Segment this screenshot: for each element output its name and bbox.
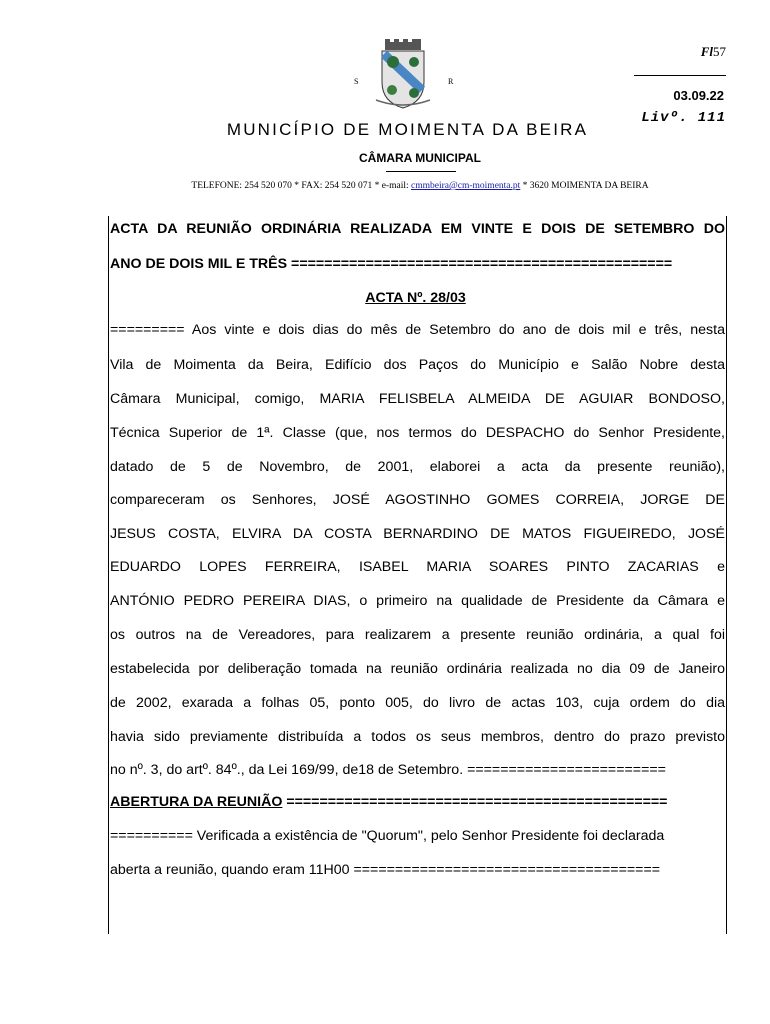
body-line-9: ANTÓNIO PEDRO PEREIRA DIAS, o primeiro na qualidade de Presidente da Câmara e [110,593,725,609]
municipality-title: MUNICÍPIO DE MOIMENTA DA BEIRA [226,120,589,139]
section-heading-row [110,793,725,811]
body-line-7: JESUS COSTA, ELVIRA DA COSTA BERNARDINO DE MATOS FIGUEIREDO, JOSÉ [110,526,725,542]
council-title-underline [386,171,456,172]
body-line-10: os outros na de Vereadores, para realizarem a presente reunião ordinária, a qual foi [110,627,725,643]
crest-letter-left: S [354,77,359,86]
right-margin-line [726,216,727,934]
body-line-14: no nº. 3, do artº. 84º., da Lei 169/99, de18 de Setembro. ======================== [110,762,666,778]
acta-number-heading: ACTA Nº. 28/03 [365,290,466,306]
email-link[interactable]: cmmbeira@cm-moimenta.pt [411,181,521,191]
document-date: 03.09.22 [673,88,724,103]
body-line-2: Vila de Moimenta da Beira, Edifício dos Paços do Município e Salão Nobre desta [110,357,725,373]
council-title: CÂMARA MUNICIPAL [359,151,481,165]
body-line-12: de 2002, exarada a folhas 05, ponto 005, do livro de actas 103, cuja ordem do dia [110,695,725,711]
contacts-phone-fax: TELEFONE: 254 520 070 * FAX: 254 520 071 * e-mail: [191,181,412,191]
body-line-6: compareceram os Senhores, JOSÉ AGOSTINHO GOMES CORREIA, JORGE DE [110,492,725,508]
body-line-13: havia sido previamente distribuída a todos os seus membros, dentro do prazo previsto [110,729,725,745]
body-line-8: EDUARDO LOPES FERREIRA, ISABEL MARIA SOARES PINTO ZACARIAS e [110,559,725,575]
body-line-11: estabelecida por deliberação tomada na reunião ordinária realizada no dia 09 de Janeiro [110,661,725,677]
book-number: Livº. 111 [641,110,726,126]
contacts-address: * 3620 MOIMENTA DA BEIRA [520,181,649,191]
body-line-4: Técnica Superior de 1ª. Classe (que, nos termos do DESPACHO do Senhor Presidente, [110,425,725,441]
left-margin-line [108,216,109,934]
section-heading-fill: ============================================== [286,794,668,810]
title-line-2: ANO DE DOIS MIL E TRÊS ============================================== [110,256,673,272]
body-line-15: ========== Verificada a existência de "Quorum", pelo Senhor Presidente foi declarada [110,828,665,844]
body-line-5: datado de 5 de Novembro, de 2001, elaborei a acta da presente reunião), [110,459,725,475]
folio-value: 57 [713,44,726,59]
body-line-16: aberta a reunião, quando eram 11H00 ===================================== [110,862,661,878]
folio-underline [634,75,726,76]
section-heading-opening: ABERTURA DA REUNIÃO [110,794,283,810]
municipal-crest-logo [348,38,458,110]
contacts-line [0,181,770,191]
body-line-1: ========= Aos vinte e dois dias do mês de Setembro do ano de dois mil e três, nesta [110,322,725,338]
crest-letter-right: R [448,77,454,86]
folio-number [701,44,726,60]
title-line-1: ACTA DA REUNIÃO ORDINÁRIA REALIZADA EM VINTE E DOIS DE SETEMBRO DO [110,221,725,237]
body-line-3: Câmara Municipal, comigo, MARIA FELISBELA ALMEIDA DE AGUIAR BONDOSO, [110,391,725,407]
folio-prefix: Fl [700,44,713,59]
